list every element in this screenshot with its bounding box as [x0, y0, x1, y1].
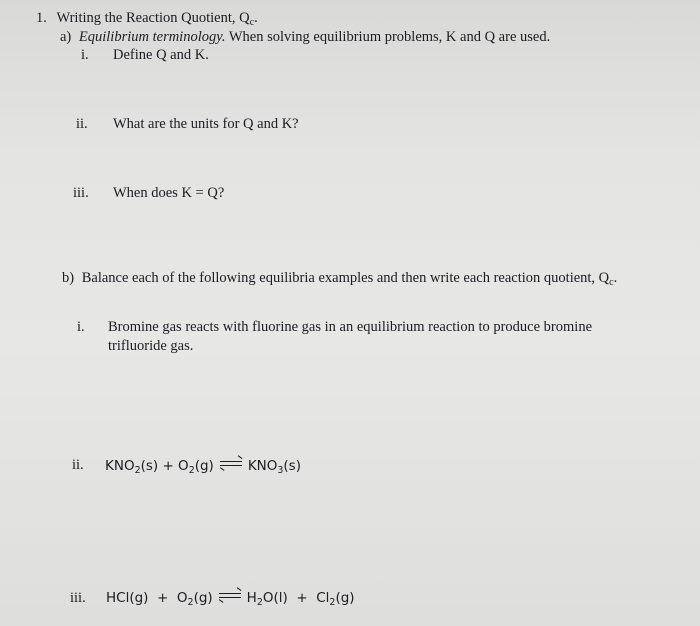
item-number: i. [77, 319, 85, 335]
part-b-item-iii [70, 590, 355, 608]
equation-subscript: 2 [134, 465, 141, 476]
item-number: i. [81, 47, 89, 63]
question-1-heading [36, 10, 258, 27]
equation-hcl [106, 590, 355, 606]
equation-term: H [246, 590, 257, 606]
part-a-item-ii [76, 116, 299, 133]
part-b-text-end: . [613, 270, 618, 286]
equation-term: KNO [247, 458, 278, 474]
part-a-line [60, 29, 550, 46]
part-a-item-iii [73, 185, 225, 202]
item-number: ii. [72, 457, 84, 473]
equation-term: KNO [105, 458, 135, 474]
equation-term: HCl(g) + O [106, 590, 188, 606]
item-number: iii. [70, 590, 86, 606]
question-title: Writing the Reaction Quotient, Q [56, 10, 250, 26]
part-b-line [62, 270, 617, 287]
part-a-text: When solving equilibrium problems, K and Q are used. [225, 29, 551, 45]
equation-subscript: 2 [256, 597, 263, 608]
item-number: iii. [73, 185, 89, 201]
equation-subscript: 2 [187, 597, 194, 608]
question-title-end: . [254, 10, 258, 26]
equation-subscript: 2 [329, 597, 336, 608]
equation-term: (g) [335, 590, 355, 606]
question-title-subscript: c [249, 17, 255, 28]
item-text-line-1: Bromine gas reacts with fluorine gas in an equilibrium reaction to produce bromine [108, 319, 593, 335]
equation-term: (s) [283, 458, 301, 474]
item-number: ii. [76, 116, 88, 132]
part-b-item-i [77, 319, 593, 336]
part-b-text: Balance each of the following equilibria examples and then write each reaction quotient, Q [81, 270, 610, 286]
equation-term: (s) + O [140, 458, 189, 474]
part-b-item-ii [72, 457, 301, 476]
part-a-item-i [81, 47, 209, 64]
part-b-subscript: c [609, 277, 614, 288]
part-a-label: a) [60, 29, 72, 45]
item-text: What are the units for Q and K? [113, 116, 299, 132]
part-b-label: b) [62, 270, 75, 286]
equation-term: (g) [194, 458, 214, 474]
part-a-term: Equilibrium terminology. [78, 29, 226, 45]
equation-term: (g) [193, 590, 213, 606]
question-number: 1. [36, 10, 47, 26]
item-text: When does K = Q? [113, 185, 225, 201]
item-text-line-2: trifluoride gas. [108, 338, 194, 354]
equation-kno2 [105, 458, 301, 474]
part-b-item-i-continued [108, 338, 193, 355]
equilibrium-arrow-icon [220, 459, 242, 469]
equation-subscript: 2 [188, 465, 195, 476]
equation-subscript: 3 [277, 465, 284, 476]
item-text: Define Q and K. [113, 47, 209, 63]
equation-term: O(l) + Cl [262, 590, 330, 606]
equilibrium-arrow-icon [219, 591, 241, 601]
